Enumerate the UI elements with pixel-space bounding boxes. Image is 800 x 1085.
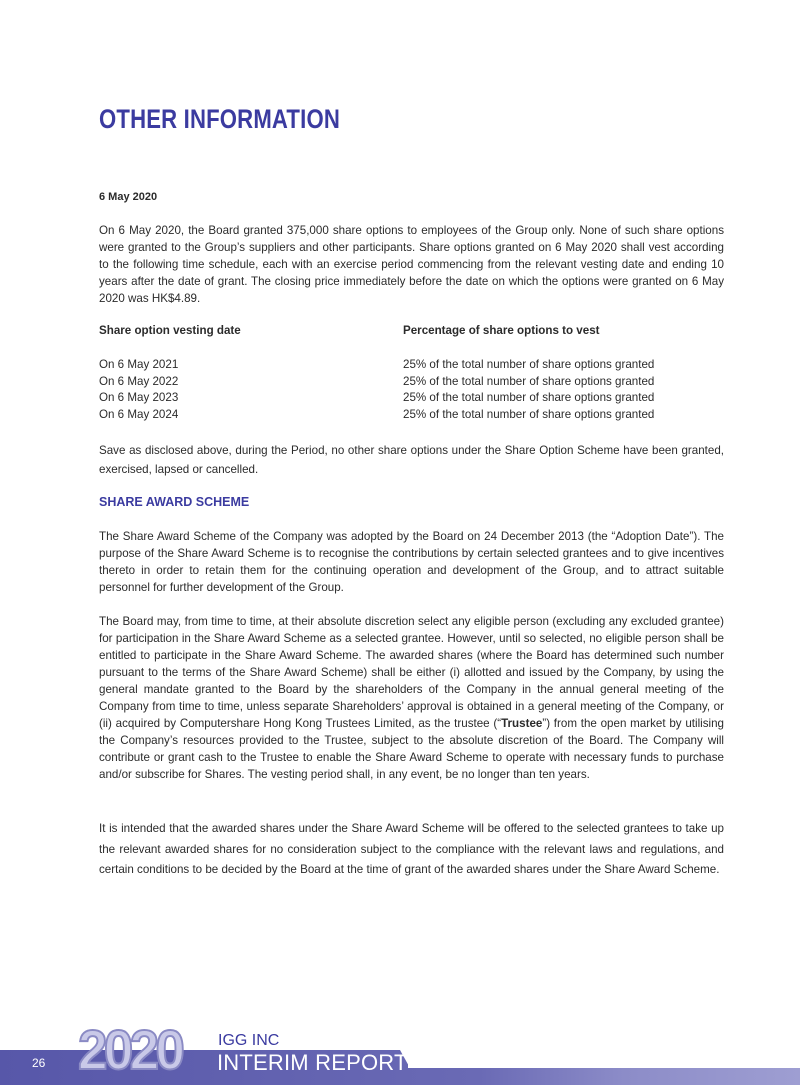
vesting-percentage: 25% of the total number of share options granted <box>403 375 655 388</box>
grant-paragraph: On 6 May 2020, the Board granted 375,000 share options to employees of the Group only. None of such share options were granted to the Group’s suppliers and other participants. Share options granted on 6 May 2020 shall vest according to the following time schedule, each with an exercise period commencing from the relevant vesting date and ending 10 years after the date of grant. The closing price immediately before the date on which the options were granted on 6 May 2020 was HK$4.89. <box>99 224 724 305</box>
page-number: 26 <box>32 1056 46 1070</box>
vesting-percentage: 25% of the total number of share options granted <box>403 358 655 371</box>
board-discretion-paragraph <box>99 613 724 783</box>
section-heading-share-award: SHARE AWARD SCHEME <box>99 495 250 509</box>
footer-divider <box>408 1050 800 1068</box>
vesting-date: On 6 May 2024 <box>99 408 179 421</box>
table-header-percentage: Percentage of share options to vest <box>403 324 600 337</box>
trustee-term: Trustee <box>501 717 543 730</box>
disclosure-paragraph: Save as disclosed above, during the Period, no other share options under the Share Option Scheme have been granted, exercised, lapsed or cancelled. <box>99 444 724 476</box>
awarded-shares-paragraph: It is intended that the awarded shares under the Share Award Scheme will be offered to the selected grantees to take up the relevant awarded shares for no consideration subject to the compliance with the relevant laws and regulations, and certain conditions to be decided by the Board at the time of grant of the awarded shares under the Share Award Scheme. <box>99 822 724 876</box>
share-award-purpose-paragraph: The Share Award Scheme of the Company was adopted by the Board on 24 December 2013 (the “Adoption Date”). The purpose of the Share Award Scheme is to recognise the contributions by certain selected grantees and to give incentives thereto in order to retain them for the continuing operation and development of the Group, and to attract suitable personnel for further development of the Group. <box>99 530 724 594</box>
table-header-vesting-date: Share option vesting date <box>99 324 241 337</box>
report-title: INTERIM REPORT <box>217 1050 408 1075</box>
paragraph-text: The Board may, from time to time, at their absolute discretion select any eligible person (excluding any excluded grantee) for participation in the Share Award Scheme as a selected grantee. However, until so selected, no eligible person shall be entitled to participate in the Share Award Scheme. The awarded shares (where the Board has determined such number pursuant to the terms of the Share Award Scheme) shall be either (i) allotted and issued by the Company, by using the general mandate granted to the Board by the shareholders of the Company in the annual general meeting of the Company from time to time, unless separate Shareholders’ approval is obtained in a general meeting of the Company, or (ii) acquired by Computershare Hong Kong Trustees Limited, as the trustee (“ <box>99 615 724 730</box>
section-date-heading: 6 May 2020 <box>99 191 158 203</box>
vesting-date: On 6 May 2023 <box>99 391 179 404</box>
table-row <box>99 391 655 404</box>
vesting-date: On 6 May 2022 <box>99 375 179 388</box>
table-row <box>99 408 655 421</box>
vesting-percentage: 25% of the total number of share options granted <box>403 408 655 421</box>
paragraph-text: ”) from the open market by utilising the Company’s resources provided to the Trustee, subject to the absolute discretion of the Board. The Company will contribute or grant cash to the Trustee to enable the Share Award Scheme to operate with necessary funds to purchase and/or subscribe for Shares. The vesting period shall, in any event, be no longer than ten years. <box>99 717 724 781</box>
table-row <box>99 358 655 371</box>
table-row <box>99 375 655 388</box>
company-name: IGG INC <box>218 1032 280 1049</box>
year-logo: 2020 <box>78 1018 182 1081</box>
page-title: OTHER INFORMATION <box>99 104 340 134</box>
vesting-percentage: 25% of the total number of share options granted <box>403 391 655 404</box>
vesting-date: On 6 May 2021 <box>99 358 179 371</box>
